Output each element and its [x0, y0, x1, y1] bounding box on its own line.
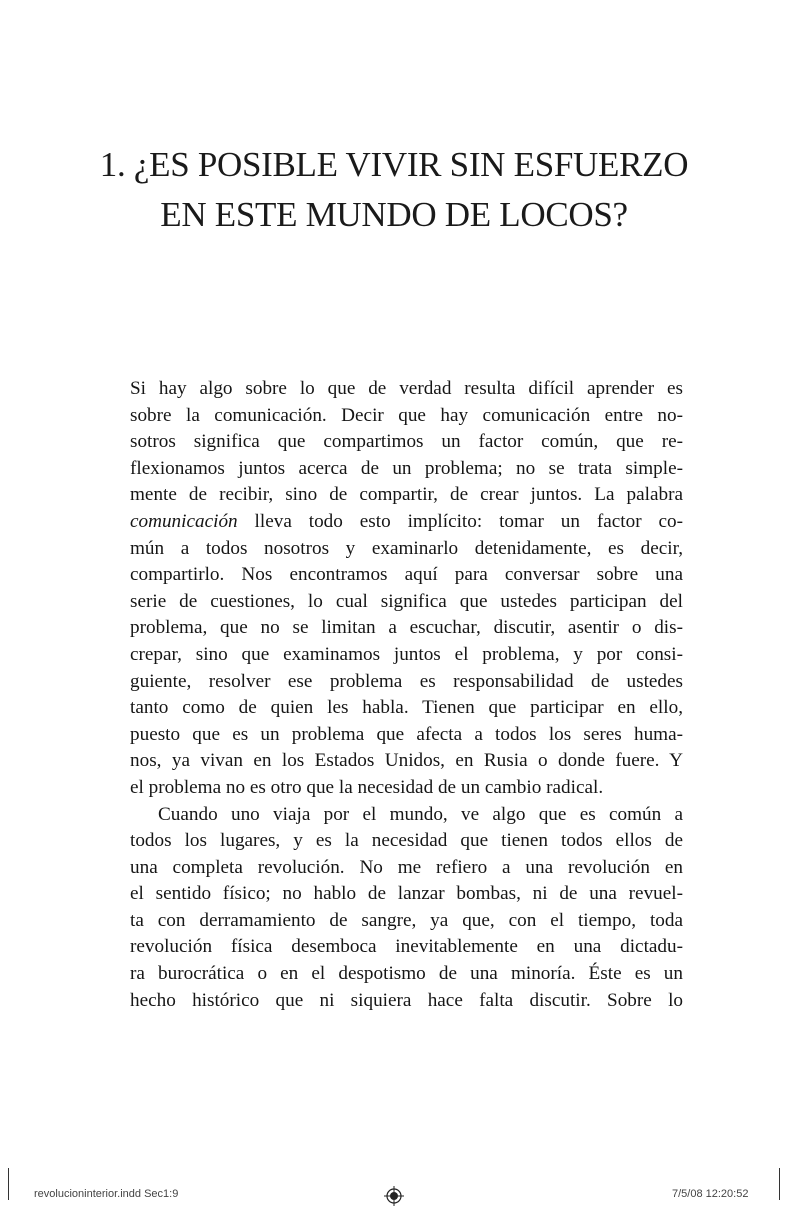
text-line-with-italic — [130, 509, 683, 536]
registration-mark-icon — [384, 1186, 404, 1206]
text-line: mún a todos nosotros y examinarlo detenidamente, es decir, — [130, 537, 683, 559]
text-line: el sentido físico; no hablo de lanzar bombas, ni de una revuel- — [130, 883, 683, 905]
text-line: hecho histórico que ni siquiera hace falta discutir. Sobre lo — [130, 989, 683, 1011]
text-line: nos, ya vivan en los Estados Unidos, en Rusia o donde fuere. Y — [130, 750, 683, 772]
slug-filename: revolucioninterior.indd Sec1:9 — [34, 1188, 179, 1200]
text-line: mente de recibir, sino de compartir, de crear juntos. La palabra — [130, 484, 683, 506]
text-line: revolución física desemboca inevitablemente en una dictadu- — [130, 936, 683, 958]
text-line: sotros significa que compartimos un factor común, que re- — [130, 431, 683, 453]
text-line: guiente, resolver ese problema es responsabilidad de ustedes — [130, 670, 683, 692]
text-line: ra burocrática o en el despotismo de una minoría. Éste es un — [130, 963, 683, 985]
text-line-paragraph-end: el problema no es otro que la necesidad de un cambio radical. — [130, 776, 604, 798]
crop-mark-left — [8, 1168, 9, 1200]
text-line: ta con derramamiento de sangre, ya que, con el tiempo, toda — [130, 909, 683, 931]
text-line: compartirlo. Nos encontramos aquí para conversar sobre una — [130, 564, 683, 586]
text-line: sobre la comunicación. Decir que hay comunicación entre no- — [130, 404, 683, 426]
chapter-title-line-1: 1. ¿ES POSIBLE VIVIR SIN ESFUERZO — [99, 145, 689, 184]
text-line-rest: lleva todo esto implícito: tomar un factor co- — [254, 510, 683, 532]
text-line: serie de cuestiones, lo cual significa que ustedes participan del — [130, 590, 683, 612]
chapter-title-line-2: EN ESTE MUNDO DE LOCOS? — [160, 195, 628, 234]
crop-mark-right — [779, 1168, 780, 1200]
text-line: puesto que es un problema que afecta a todos los seres huma- — [130, 723, 683, 745]
chapter-title — [0, 140, 788, 240]
text-line-paragraph-start: Cuando uno viaja por el mundo, ve algo que es común a — [158, 803, 683, 825]
text-line: Si hay algo sobre lo que de verdad resulta difícil aprender es — [130, 378, 683, 399]
text-line: tanto como de quien les habla. Tienen que participar en ello, — [130, 697, 683, 719]
text-line: todos los lugares, y es la necesidad que tienen todos ellos de — [130, 830, 683, 852]
text-line: problema, que no se limitan a escuchar, discutir, asentir o dis- — [130, 617, 683, 639]
italic-term: comunicación — [130, 510, 238, 532]
text-line: flexionamos juntos acerca de un problema; no se trata simple- — [130, 457, 683, 479]
body-text — [130, 376, 683, 1014]
slug-timestamp: 7/5/08 12:20:52 — [672, 1188, 749, 1200]
text-line: crepar, sino que examinamos juntos el problema, y por consi- — [130, 643, 683, 665]
text-line: una completa revolución. No me refiero a una revolución en — [130, 856, 683, 878]
